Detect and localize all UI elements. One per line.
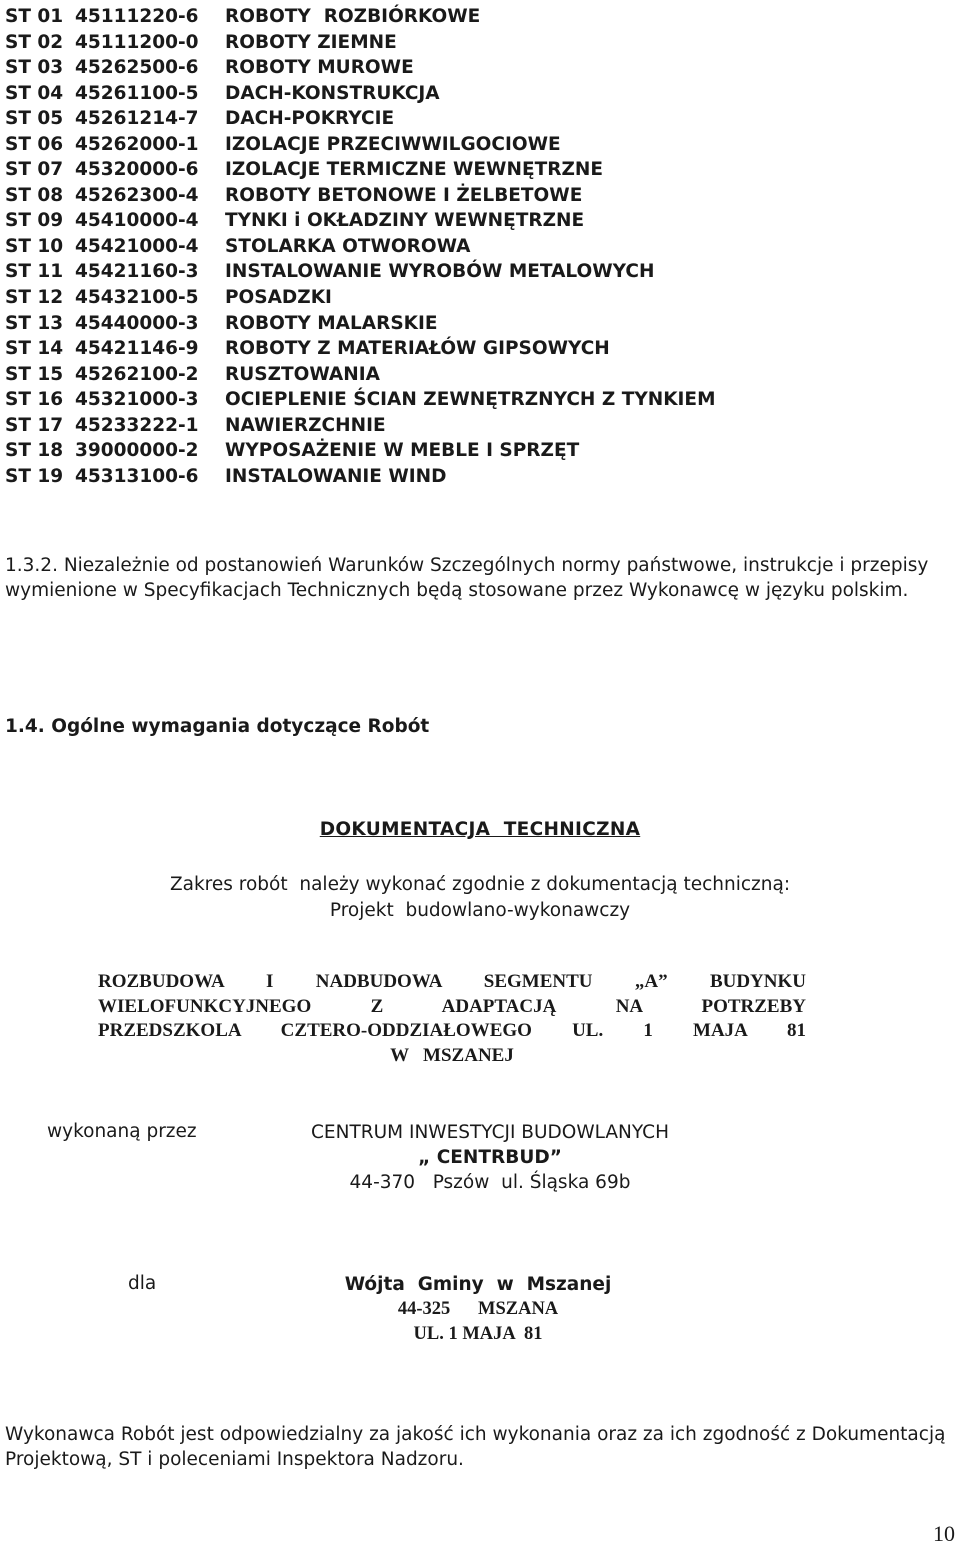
contractor-block bbox=[290, 1120, 690, 1195]
contractor-name: CENTRUM INWESTYCJI BUDOWLANYCH bbox=[311, 1122, 669, 1143]
spec-id: ST 10 bbox=[5, 235, 64, 257]
spec-code: 45262000-1 bbox=[75, 133, 199, 155]
spec-code: 45440000-3 bbox=[75, 312, 199, 334]
spec-code: 45421000-4 bbox=[75, 235, 199, 257]
spec-code: 45233222-1 bbox=[75, 414, 199, 436]
spec-name: RUSZTOWANIA bbox=[225, 363, 380, 385]
spec-id: ST 16 bbox=[5, 389, 64, 411]
closing-paragraph: Wykonawca Robót jest odpowiedzialny za jakość ich wykonania oraz za ich zgodność z Dokumentacją Projektową, ST i poleceniami Inspektora Nadzoru. bbox=[5, 1424, 946, 1470]
spec-code: 45261214-7 bbox=[75, 108, 199, 130]
spec-item bbox=[5, 464, 715, 490]
spec-item bbox=[5, 336, 715, 362]
spec-name: INSTALOWANIE WYROBÓW METALOWYCH bbox=[225, 261, 655, 283]
spec-id: ST 14 bbox=[5, 338, 64, 360]
spec-name: ROBOTY MUROWE bbox=[225, 57, 414, 79]
spec-item bbox=[5, 132, 715, 158]
spec-id: ST 08 bbox=[5, 184, 64, 206]
client-city: 44-325 MSZANA bbox=[397, 1299, 559, 1319]
spec-name: DACH-KONSTRUKCJA bbox=[225, 82, 440, 104]
spec-id: ST 05 bbox=[5, 108, 64, 130]
spec-name: TYNKI i OKŁADZINY WEWNĘTRZNE bbox=[225, 210, 585, 232]
spec-name: POSADZKI bbox=[225, 287, 332, 309]
spec-item bbox=[5, 4, 715, 30]
spec-item bbox=[5, 285, 715, 311]
spec-id: ST 11 bbox=[5, 261, 64, 283]
spec-name: ROBOTY ROZBIÓRKOWE bbox=[225, 6, 481, 27]
spec-code: 45261100-5 bbox=[75, 82, 199, 104]
spec-id: ST 06 bbox=[5, 133, 64, 155]
spec-code: 45111220-6 bbox=[75, 6, 199, 27]
project-line: ROZBUDOWA I NADBUDOWA SEGMENTU „A” BUDYNKU bbox=[98, 971, 806, 992]
spec-item bbox=[5, 234, 715, 260]
section-heading-1-4: 1.4. Ogólne wymagania dotyczące Robót bbox=[5, 716, 430, 737]
made-by-label: wykonaną przez bbox=[47, 1121, 197, 1142]
spec-name: OCIEPLENIE ŚCIAN ZEWNĘTRZNYCH Z TYNKIEM bbox=[225, 389, 716, 411]
spec-name: ROBOTY MALARSKIE bbox=[225, 312, 438, 334]
project-line: WIELOFUNKCYJNEGO Z ADAPTACJĄ NA POTRZEBY bbox=[98, 995, 806, 1017]
scope-statement bbox=[0, 872, 960, 924]
spec-code: 45421146-9 bbox=[75, 338, 199, 360]
spec-name: WYPOSAŻENIE W MEBLE I SPRZĘT bbox=[225, 440, 580, 462]
spec-code: 45262300-4 bbox=[75, 184, 199, 206]
contractor-address: 44-370 Pszów ul. Śląska 69b bbox=[349, 1172, 631, 1193]
spec-id: ST 03 bbox=[5, 57, 64, 79]
spec-id: ST 09 bbox=[5, 210, 64, 232]
spec-name: INSTALOWANIE WIND bbox=[225, 465, 447, 487]
client-name: Wójta Gminy w Mszanej bbox=[344, 1274, 612, 1295]
scope-line: Zakres robót należy wykonać zgodnie z dokumentacją techniczną: bbox=[169, 874, 791, 895]
project-title bbox=[98, 970, 806, 1068]
spec-item bbox=[5, 30, 715, 56]
spec-name: STOLARKA OTWOROWA bbox=[225, 235, 471, 257]
spec-name: ROBOTY BETONOWE I ŻELBETOWE bbox=[225, 184, 583, 206]
spec-item bbox=[5, 259, 715, 285]
spec-item bbox=[5, 362, 715, 388]
spec-item bbox=[5, 55, 715, 81]
spec-code: 39000000-2 bbox=[75, 440, 199, 462]
spec-id: ST 01 bbox=[5, 6, 64, 27]
spec-id: ST 04 bbox=[5, 82, 64, 104]
specification-list bbox=[5, 4, 715, 489]
spec-id: ST 12 bbox=[5, 287, 64, 309]
spec-id: ST 19 bbox=[5, 465, 64, 487]
client-street: UL. 1 MAJA 81 bbox=[413, 1324, 543, 1344]
spec-item bbox=[5, 157, 715, 183]
spec-name: IZOLACJE PRZECIWWILGOCIOWE bbox=[225, 133, 561, 155]
spec-code: 45410000-4 bbox=[75, 210, 199, 232]
spec-id: ST 02 bbox=[5, 31, 64, 53]
project-line: W MSZANEJ bbox=[390, 1044, 514, 1066]
spec-item bbox=[5, 311, 715, 337]
spec-item bbox=[5, 106, 715, 132]
spec-id: ST 18 bbox=[5, 440, 64, 462]
spec-item bbox=[5, 413, 715, 439]
spec-code: 45320000-6 bbox=[75, 159, 199, 181]
document-title: DOKUMENTACJA TECHNICZNA bbox=[319, 819, 641, 840]
spec-id: ST 13 bbox=[5, 312, 64, 334]
spec-code: 45432100-5 bbox=[75, 287, 199, 309]
spec-item bbox=[5, 208, 715, 234]
spec-item bbox=[5, 387, 715, 413]
spec-name: DACH-POKRYCIE bbox=[225, 108, 395, 130]
spec-id: ST 15 bbox=[5, 363, 64, 385]
spec-code: 45321000-3 bbox=[75, 389, 199, 411]
spec-name: ROBOTY Z MATERIAŁÓW GIPSOWYCH bbox=[225, 338, 610, 360]
spec-code: 45111200-0 bbox=[75, 31, 199, 53]
spec-code: 45421160-3 bbox=[75, 261, 199, 283]
spec-code: 45262100-2 bbox=[75, 363, 199, 385]
client-block bbox=[318, 1272, 638, 1347]
spec-item bbox=[5, 183, 715, 209]
spec-code: 45262500-6 bbox=[75, 57, 199, 79]
spec-id: ST 07 bbox=[5, 159, 64, 181]
spec-item bbox=[5, 81, 715, 107]
spec-code: 45313100-6 bbox=[75, 465, 199, 487]
contractor-short-name: „ CENTRBUD” bbox=[418, 1147, 562, 1168]
page-number: 10 bbox=[933, 1521, 955, 1546]
project-line: PRZEDSZKOLA CZTERO-ODDZIAŁOWEGO UL. 1 MAJA 81 bbox=[98, 1020, 806, 1041]
spec-id: ST 17 bbox=[5, 414, 64, 436]
for-label: dla bbox=[128, 1273, 157, 1294]
spec-name: IZOLACJE TERMICZNE WEWNĘTRZNE bbox=[225, 159, 603, 181]
scope-line: Projekt budowlano-wykonawczy bbox=[329, 900, 631, 921]
spec-item bbox=[5, 438, 715, 464]
paragraph-1-3-2: 1.3.2. Niezależnie od postanowień Warunków Szczególnych normy państwowe, instrukcje i przepisy wymienione w Specyfikacjach Technicznych będą stosowane przez Wykonawcę w języku polskim. bbox=[5, 555, 929, 601]
spec-name: NAWIERZCHNIE bbox=[225, 414, 386, 436]
spec-name: ROBOTY ZIEMNE bbox=[225, 31, 397, 53]
